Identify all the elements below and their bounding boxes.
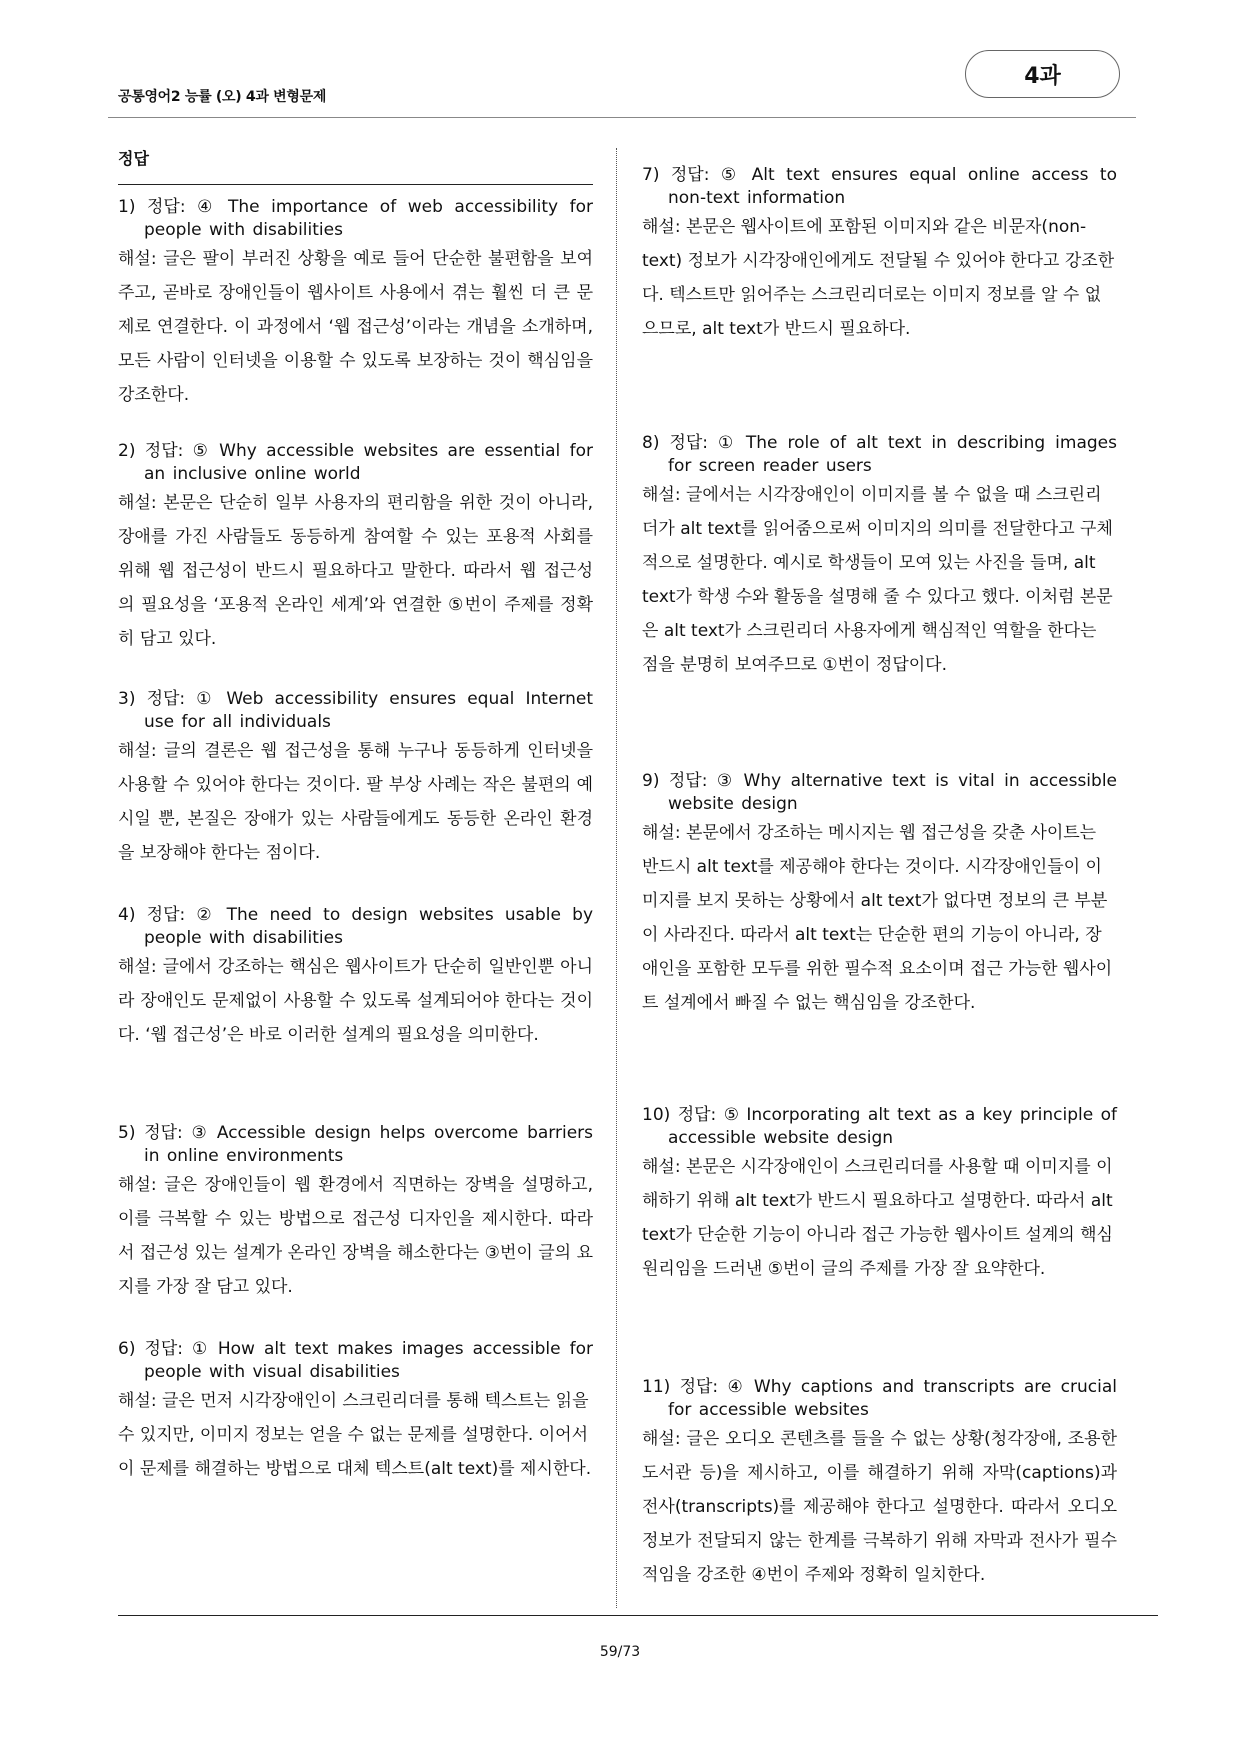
answer-item-8	[642, 432, 1117, 682]
explanation-text: 해설: 글은 장애인들이 웹 환경에서 직면하는 장벽을 설명하고, 이를 극복할 수 있는 방법으로 접근성 디자인을 제시한다. 따라서 접근성 있는 설계가 온라인 장벽을 해소한다는 ③번이 글의 요지를 가장 잘 담고 있다.	[118, 1175, 593, 1297]
explanation-text: 해설: 글에서는 시각장애인이 이미지를 볼 수 없을 때 스크린리더가 alt text를 읽어줌으로써 이미지의 의미를 전달한다고 구체적으로 설명한다. 예시로 학생들이 모여 있는 사진을 들며, alt text가 학생 수와 활동을 설명해 줄 수 있다고 했다. 이처럼 본문은 alt text가 스크린리더 사용자에게 핵심적인 역할을 한다는 점을 분명히 보여주므로 ①번이 정답이다.	[642, 485, 1113, 675]
explanation-text: 해설: 본문은 단순히 일부 사용자의 편리함을 위한 것이 아니라, 장애를 가진 사람들도 동등하게 참여할 수 있는 포용적 사회를 위해 웹 접근성이 반드시 필요하다고 말한다. 따라서 웹 접근성의 필요성을 ‘포용적 온라인 세계’와 연결한 ⑤번이 주제를 정확히 담고 있다.	[118, 493, 593, 649]
page-number: 59/73	[599, 1644, 641, 1660]
explanation-text: 해설: 글은 팔이 부러진 상황을 예로 들어 단순한 불편함을 보여주고, 곧바로 장애인들이 웹사이트 사용에서 겪는 훨씬 더 큰 문제로 연결한다. 이 과정에서 ‘웹 접근성’이라는 개념을 소개하며, 모든 사람이 인터넷을 이용할 수 있도록 보장하는 것이 핵심임을 강조한다.	[118, 249, 593, 405]
explanation-text: 해설: 글은 오디오 콘텐츠를 들을 수 없는 상황(청각장애, 조용한 도서관 등)을 제시하고, 이를 해결하기 위해 자막(captions)과 전사(transcripts)를 제공해야 한다고 설명한다. 따라서 오디오 정보가 전달되지 않는 한계를 극복하기 위해 자막과 전사가 필수적임을 강조한 ④번이 주제와 정확히 일치한다.	[642, 1429, 1117, 1585]
answer-item-1	[118, 196, 593, 412]
page-header-title: 공통영어2 능률 (오) 4과 변형문제	[118, 89, 327, 105]
answer-line: 9) 정답: ③ Why alternative text is vital in accessible website design	[642, 771, 1117, 814]
answer-section-heading: 정답	[118, 149, 149, 168]
answer-item-11	[642, 1376, 1117, 1592]
answer-item-10	[642, 1104, 1117, 1286]
answer-item-2	[118, 440, 593, 656]
answer-item-3	[118, 688, 593, 870]
explanation-text: 해설: 본문은 웹사이트에 포함된 이미지와 같은 비문자(non-text) 정보가 시각장애인에게도 전달될 수 있어야 한다고 강조한다. 텍스트만 읽어주는 스크린리더로는 이미지 정보를 알 수 없으므로, alt text가 반드시 필요하다.	[642, 217, 1115, 339]
header-divider	[108, 117, 1136, 118]
answer-line: 8) 정답: ① The role of alt text in describing images for screen reader users	[642, 433, 1117, 476]
answer-line: 5) 정답: ③ Accessible design helps overcome barriers in online environments	[118, 1123, 593, 1166]
answer-line: 6) 정답: ① How alt text makes images accessible for people with visual disabilities	[118, 1339, 593, 1382]
explanation-text: 해설: 본문에서 강조하는 메시지는 웹 접근성을 갖춘 사이트는 반드시 alt text를 제공해야 한다는 것이다. 시각장애인들이 이미지를 보지 못하는 상황에서 alt text가 없다면 정보의 큰 부분이 사라진다. 따라서 alt text는 단순한 편의 기능이 아니라, 장애인을 포함한 모두를 위한 필수적 요소이며 접근 가능한 웹사이트 설계에서 빠질 수 없는 핵심임을 강조한다.	[642, 823, 1113, 1013]
lesson-badge: 4과	[965, 50, 1120, 98]
answer-item-7	[642, 164, 1117, 346]
answer-item-5	[118, 1122, 593, 1304]
heading-divider	[118, 184, 593, 185]
answer-line: 7) 정답: ⑤ Alt text ensures equal online access to non-text information	[642, 165, 1117, 208]
explanation-text: 해설: 본문은 시각장애인이 스크린리더를 사용할 때 이미지를 이해하기 위해 alt text가 반드시 필요하다고 설명한다. 따라서 alt text가 단순한 기능이 아니라 접근 가능한 웹사이트 설계의 핵심 원리임을 드러낸 ⑤번이 글의 주제를 가장 잘 요약한다.	[642, 1157, 1113, 1279]
explanation-text: 해설: 글에서 강조하는 핵심은 웹사이트가 단순히 일반인뿐 아니라 장애인도 문제없이 사용할 수 있도록 설계되어야 한다는 것이다. ‘웹 접근성’은 바로 이러한 설계의 필요성을 의미한다.	[118, 957, 593, 1045]
answer-item-6	[118, 1338, 593, 1486]
answer-item-4	[118, 904, 593, 1052]
answer-line: 1) 정답: ④ The importance of web accessibility for people with disabilities	[118, 197, 593, 240]
explanation-text: 해설: 글의 결론은 웹 접근성을 통해 누구나 동등하게 인터넷을 사용할 수 있어야 한다는 것이다. 팔 부상 사례는 작은 불편의 예시일 뿐, 본질은 장애가 있는 사람들에게도 동등한 온라인 환경을 보장해야 한다는 점이다.	[118, 741, 593, 863]
answer-line: 2) 정답: ⑤ Why accessible websites are essential for an inclusive online world	[118, 441, 593, 484]
explanation-text: 해설: 글은 먼저 시각장애인이 스크린리더를 통해 텍스트는 읽을 수 있지만, 이미지 정보는 얻을 수 없는 문제를 설명한다. 이어서 이 문제를 해결하는 방법으로 대체 텍스트(alt text)를 제시한다.	[118, 1391, 592, 1479]
answer-line: 11) 정답: ④ Why captions and transcripts are crucial for accessible websites	[642, 1377, 1117, 1420]
answer-line: 3) 정답: ① Web accessibility ensures equal Internet use for all individuals	[118, 689, 593, 732]
column-divider	[616, 148, 617, 1608]
answer-item-9	[642, 770, 1117, 1020]
answer-line: 4) 정답: ② The need to design websites usable by people with disabilities	[118, 905, 593, 948]
answer-line: 10) 정답: ⑤ Incorporating alt text as a key principle of accessible website design	[642, 1105, 1117, 1148]
footer-divider	[118, 1615, 1158, 1616]
